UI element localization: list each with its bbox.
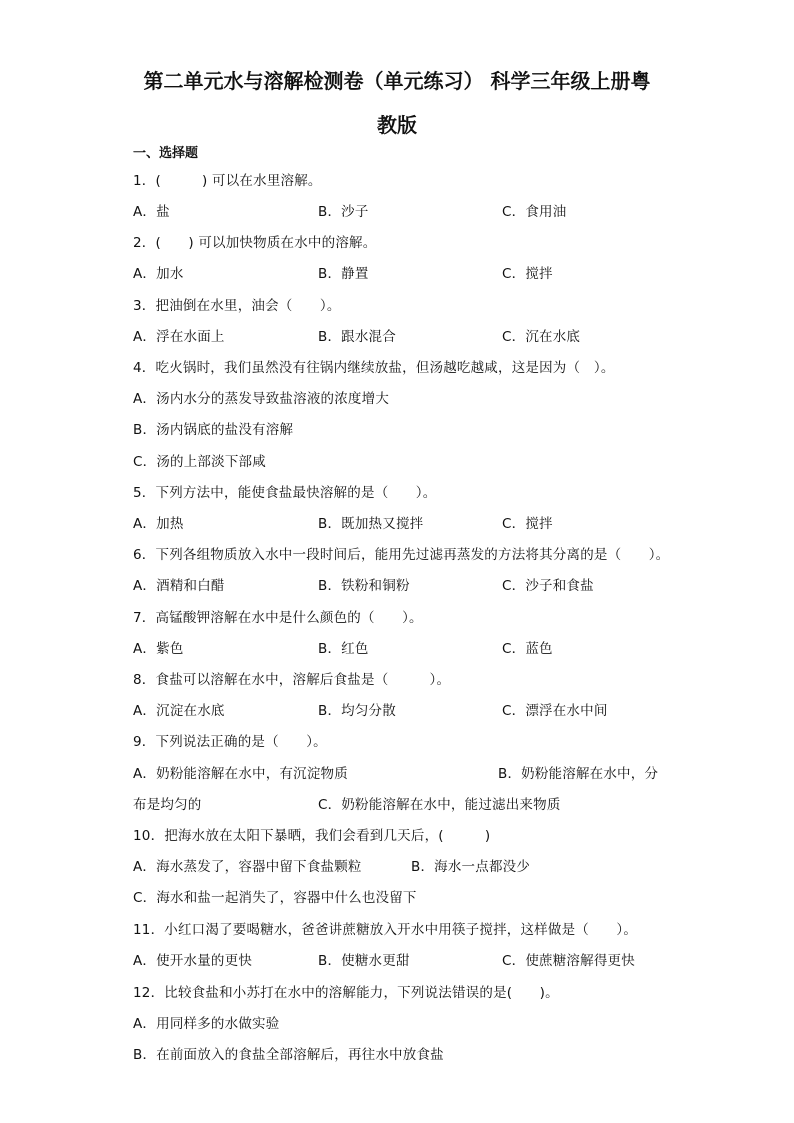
option-a: A．加热 (133, 516, 184, 532)
question-stem: 8．食盐可以溶解在水中，溶解后食盐是（ ）。 (133, 672, 451, 688)
option-b-continued: 布是均匀的 (133, 797, 202, 813)
question-stem: 9．下列说法正确的是（ ）。 (133, 734, 327, 750)
option-c: C．食用油 (502, 204, 567, 220)
question-stem: 6．下列各组物质放入水中一段时间后，能用先过滤再蒸发的方法将其分离的是（ ）。 (133, 547, 670, 563)
option-b: B．均匀分散 (318, 703, 396, 719)
option-c: C．沉在水底 (502, 329, 581, 345)
question-stem: 5．下列方法中，能使食盐最快溶解的是（ ）。 (133, 485, 437, 501)
section-heading: 一、选择题 (133, 146, 199, 161)
option-b: B．在前面放入的食盐全部溶解后，再往水中放食盐 (133, 1047, 444, 1063)
option-c: C．漂浮在水中间 (502, 703, 608, 719)
option-c: C．汤的上部淡下部咸 (133, 454, 266, 470)
option-a: A．紫色 (133, 641, 184, 657)
option-a: A．加水 (133, 266, 184, 282)
option-b: B．既加热又搅拌 (318, 516, 424, 532)
question-stem: 4．吃火锅时，我们虽然没有往锅内继续放盐，但汤越吃越咸，这是因为（ ）。 (133, 360, 615, 376)
option-b: B．静置 (318, 266, 369, 282)
question-stem: 11．小红口渴了要喝糖水，爸爸讲蔗糖放入开水中用筷子搅拌，这样做是（ ）。 (133, 922, 638, 938)
option-a: A．使开水量的更快 (133, 953, 253, 969)
question-stem: 7．高锰酸钾溶解在水中是什么颜色的（ ）。 (133, 610, 423, 626)
option-c: C．搅拌 (502, 516, 553, 532)
question-stem: 3．把油倒在水里，油会（ ）。 (133, 298, 341, 314)
option-b: B．汤内锅底的盐没有溶解 (133, 422, 294, 438)
question-stem: 10．把海水放在太阳下暴晒，我们会看到几天后，( ) (133, 828, 491, 844)
option-b: B．红色 (318, 641, 369, 657)
option-c: C．海水和盐一起消失了，容器中什么也没留下 (133, 890, 417, 906)
option-a: A．汤内水分的蒸发导致盐溶液的浓度增大 (133, 391, 390, 407)
question-stem: 1．( ) 可以在水里溶解。 (133, 173, 322, 189)
question-stem: 2．( ) 可以加快物质在水中的溶解。 (133, 235, 377, 251)
option-a: A．沉淀在水底 (133, 703, 225, 719)
option-a: A．用同样多的水做实验 (133, 1016, 280, 1032)
option-c: C．沙子和食盐 (502, 578, 594, 594)
document-title-line-1: 第二单元水与溶解检测卷（单元练习） 科学三年级上册粤 (143, 69, 651, 93)
option-a: A．酒精和白醋 (133, 578, 225, 594)
option-a: A．海水蒸发了，容器中留下食盐颗粒 (133, 859, 362, 875)
document-title-line-2: 教版 (377, 113, 417, 137)
question-stem: 12．比较食盐和小苏打在水中的溶解能力，下列说法错误的是( )。 (133, 985, 559, 1001)
option-b: B．沙子 (318, 204, 369, 220)
option-a: A．奶粉能溶解在水中，有沉淀物质 (133, 766, 348, 782)
option-c: C．蓝色 (502, 641, 553, 657)
option-b: B．奶粉能溶解在水中，分 (498, 766, 659, 782)
option-b: B．使糖水更甜 (318, 953, 410, 969)
option-c: C．搅拌 (502, 266, 553, 282)
option-b: B．铁粉和铜粉 (318, 578, 410, 594)
option-b: B．海水一点都没少 (411, 859, 531, 875)
option-a: A．盐 (133, 204, 170, 220)
option-c: C．奶粉能溶解在水中，能过滤出来物质 (318, 797, 561, 813)
option-c: C．使蔗糖溶解得更快 (502, 953, 635, 969)
option-a: A．浮在水面上 (133, 329, 225, 345)
option-b: B．跟水混合 (318, 329, 396, 345)
